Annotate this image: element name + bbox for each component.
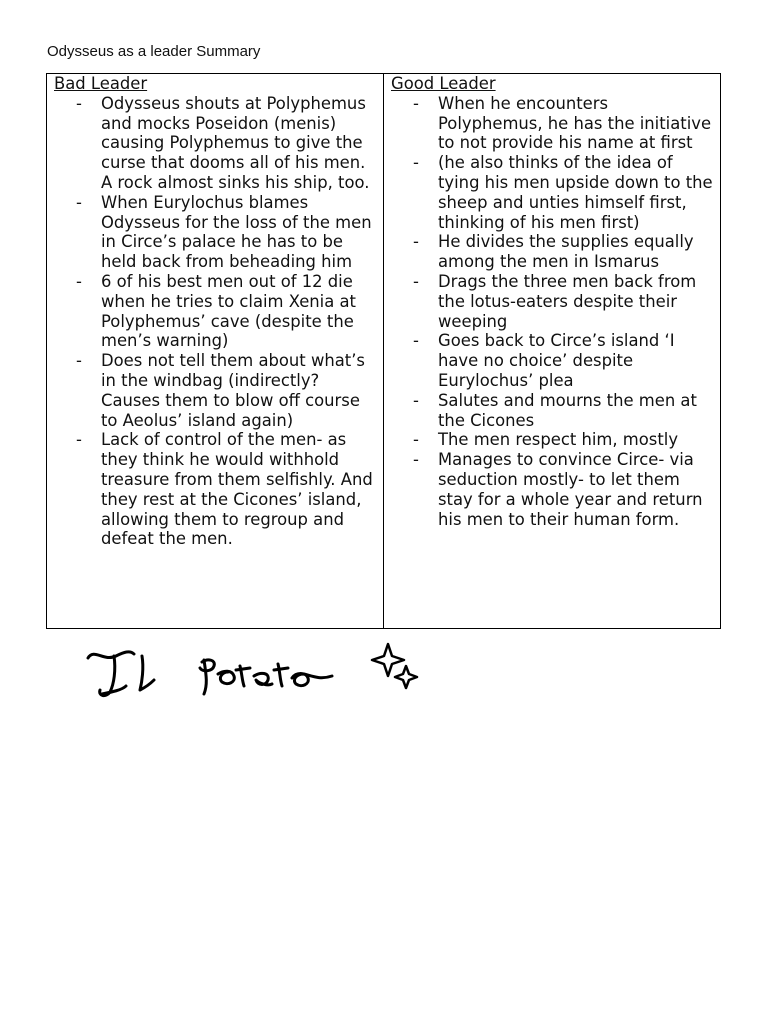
list-item-text: The men respect him, mostly — [438, 430, 679, 450]
list-item-text: He divides the supplies equally among the men in Ismarus — [438, 232, 694, 272]
list-item — [391, 272, 714, 331]
bad-leader-header: Bad Leader — [54, 74, 148, 93]
list-item — [391, 331, 714, 390]
handwritten-signature — [82, 640, 422, 710]
list-item-text: Goes back to Circe’s island ‘I have no choice’ despite Eurylochus’ plea — [438, 331, 675, 390]
list-item-text: When he encounters Polyphemus, he has the initiative to not provide his name at first — [438, 93, 712, 153]
list-item-text: Drags the three men back from the lotus-eaters despite their weeping — [438, 271, 697, 331]
bullet-dash: - — [76, 351, 82, 371]
good-leader-header: Good Leader — [391, 74, 496, 93]
list-item-text: Odysseus shouts at Polyphemus and mocks Poseidon (menis) causing Polyphemus to give the curse that dooms all of his men. A rock almost sinks his ship, too. — [101, 93, 370, 192]
list-item-text: When Eurylochus blames Odysseus for the loss of the men in Circe’s palace he has to be held back from beheading him — [101, 192, 372, 272]
bullet-dash: - — [413, 93, 419, 113]
bullet-dash: - — [413, 430, 419, 450]
list-item — [54, 272, 377, 351]
good-leader-list — [391, 94, 714, 530]
list-item-text: Manages to convince Circe- via seduction mostly- to let them stay for a whole year and return his men to their human form. — [438, 450, 703, 529]
bullet-dash: - — [413, 271, 419, 291]
bullet-dash: - — [413, 390, 419, 410]
list-item-text: Does not tell them about what’s in the windbag (indirectly? Causes them to blow off course to Aeolus’ island again) — [101, 351, 365, 430]
summary-table — [46, 73, 721, 629]
bullet-dash: - — [413, 232, 419, 252]
list-item — [54, 193, 377, 272]
list-item — [54, 94, 377, 193]
document-title: Odysseus as a leader Summary — [47, 43, 261, 60]
list-item — [54, 430, 377, 549]
bullet-dash: - — [76, 271, 82, 291]
list-item — [391, 391, 714, 431]
bullet-dash: - — [413, 450, 419, 470]
list-item — [391, 430, 714, 450]
list-item-text: 6 of his best men out of 12 die when he tries to claim Xenia at Polyphemus’ cave (despite the men’s warning) — [101, 271, 356, 351]
sparkles-icon — [372, 644, 417, 688]
bullet-dash: - — [76, 93, 82, 113]
bullet-dash: - — [76, 430, 82, 450]
bullet-dash: - — [76, 192, 82, 212]
bad-leader-column — [47, 74, 384, 628]
list-item — [391, 232, 714, 272]
list-item — [54, 351, 377, 430]
list-item-text: Salutes and mourns the men at the Cicones — [438, 390, 697, 430]
list-item — [391, 450, 714, 529]
bullet-dash: - — [413, 331, 419, 351]
list-item — [391, 94, 714, 153]
list-item-text: (he also thinks of the idea of tying his men upside down to the sheep and unties himself first, thinking of his men first) — [438, 153, 713, 232]
bullet-dash: - — [413, 153, 419, 173]
bad-leader-list — [54, 94, 377, 549]
list-item-text: Lack of control of the men- as they think he would withhold treasure from them selfishly. And they rest at the Cicones’ island, allowing them to regroup and defeat the men. — [101, 430, 373, 549]
good-leader-column — [384, 74, 720, 628]
list-item — [391, 153, 714, 232]
